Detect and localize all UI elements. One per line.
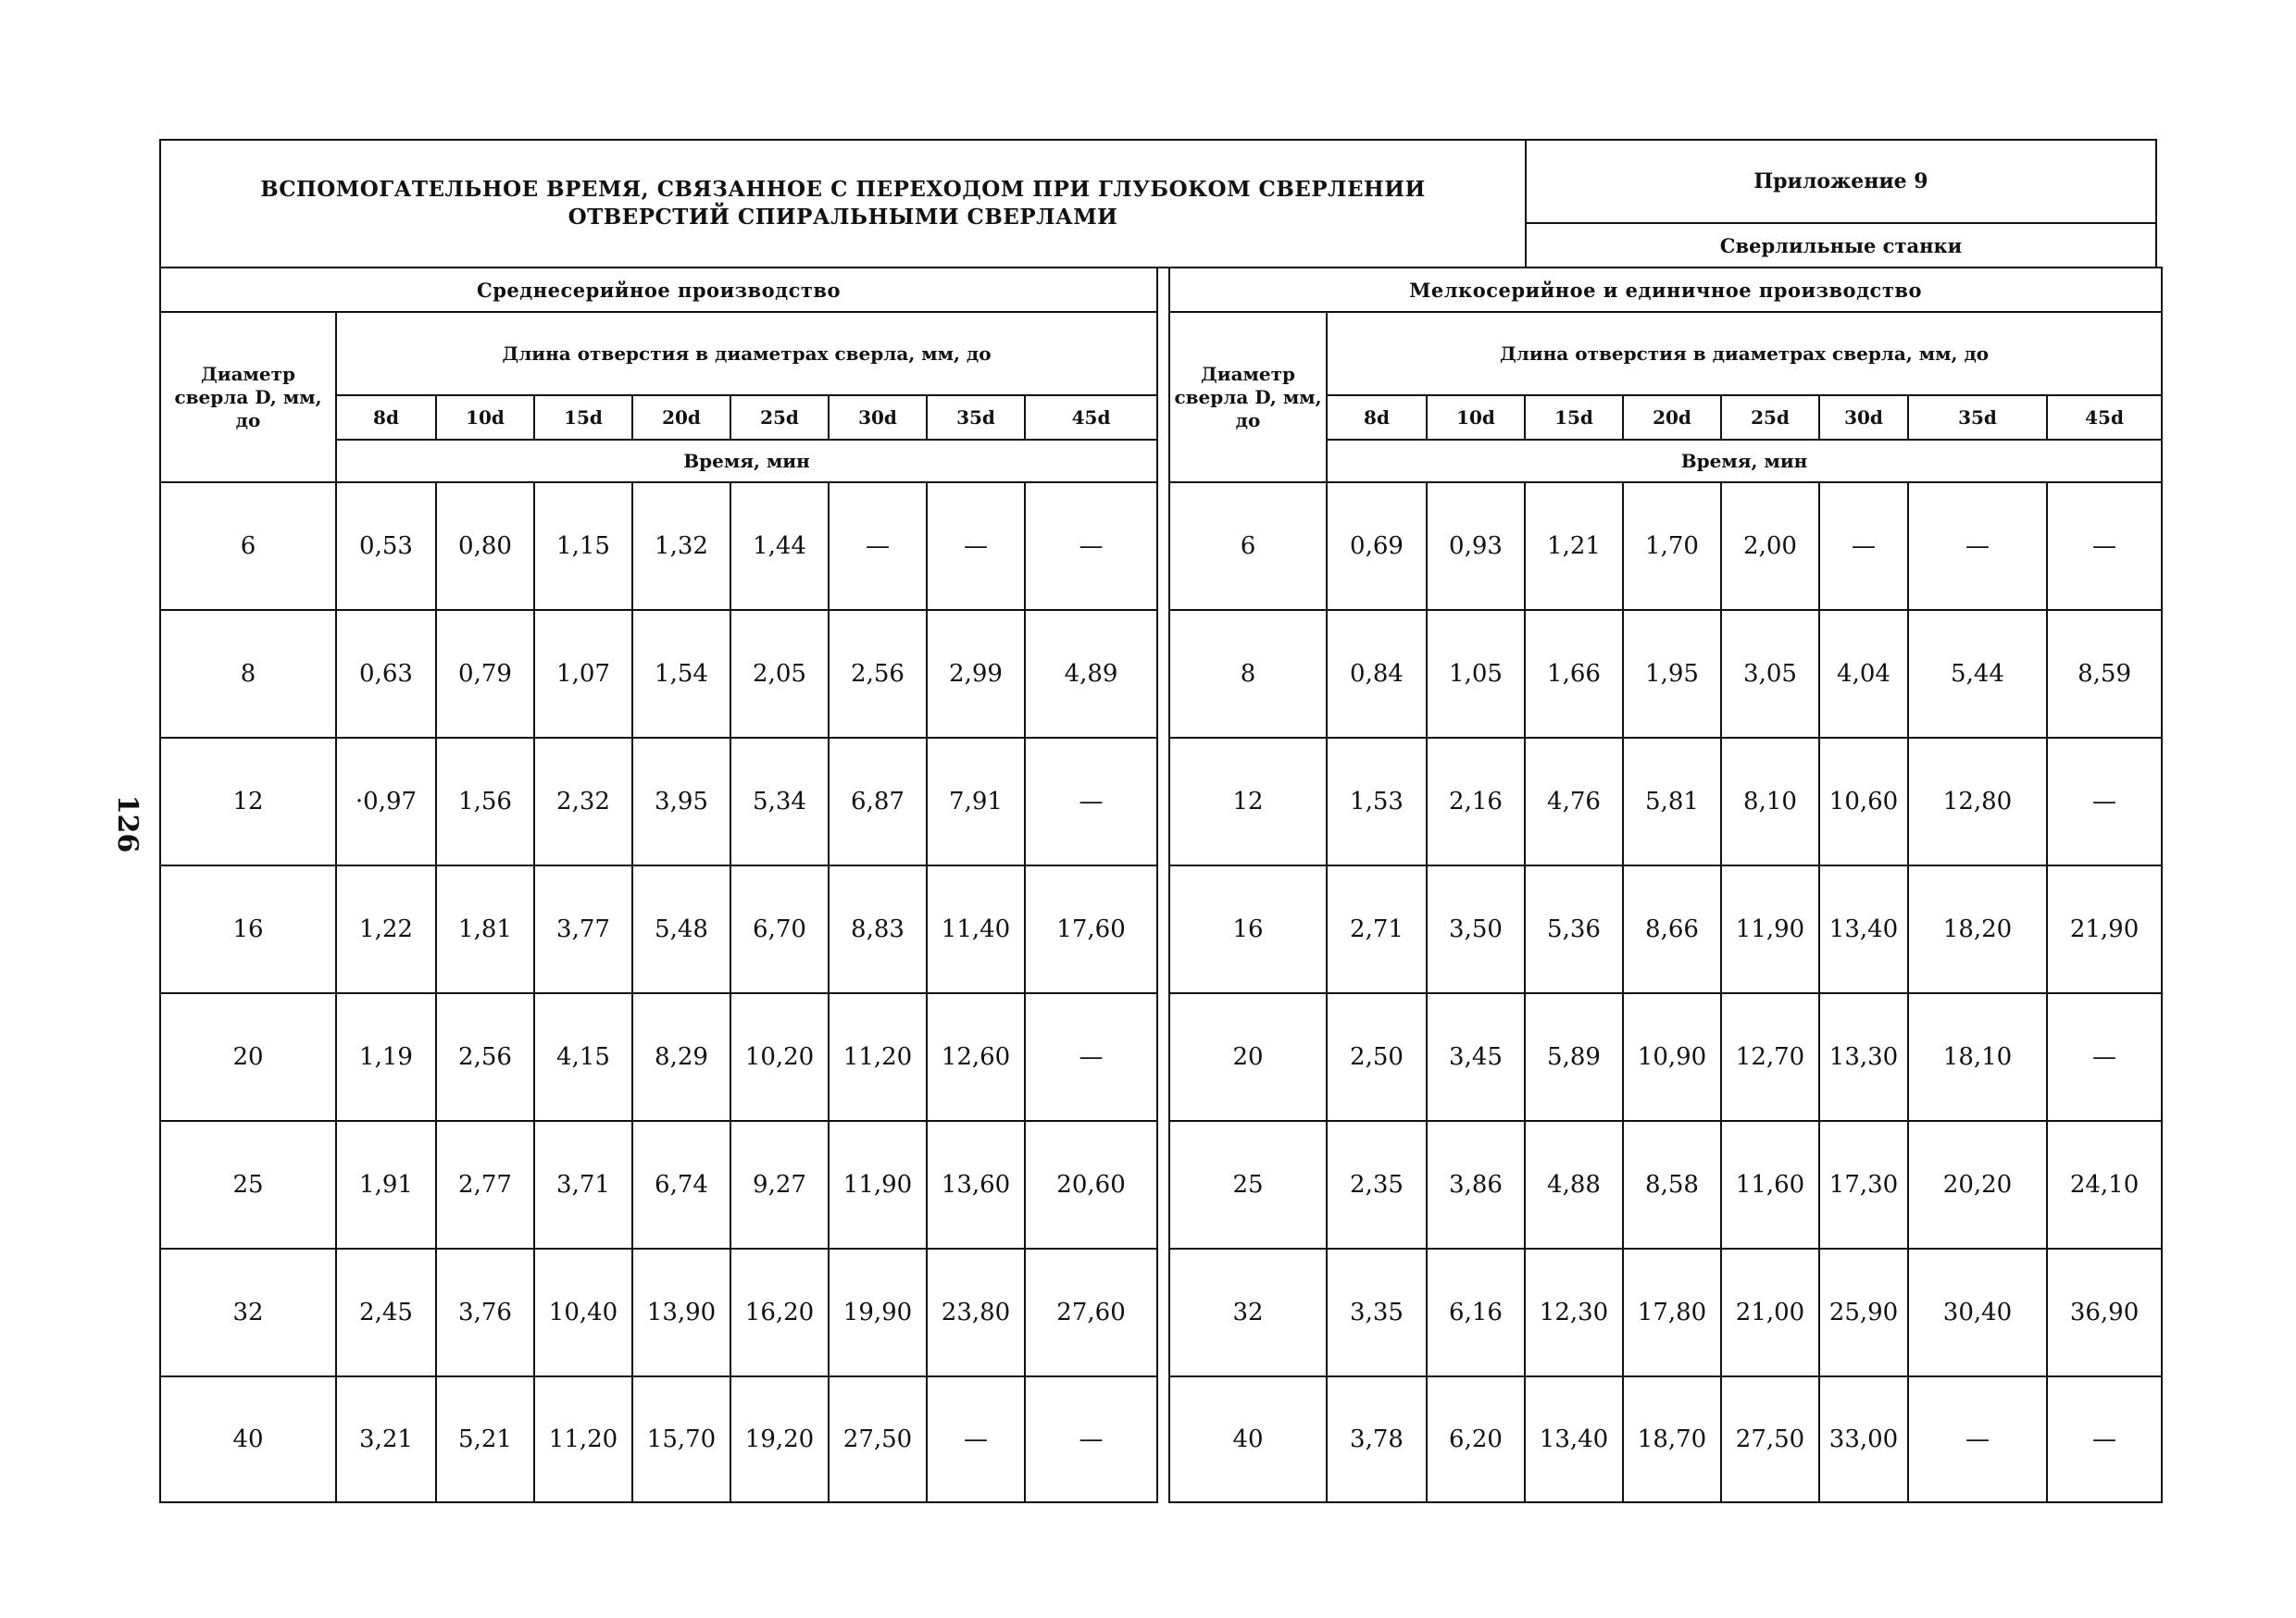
value-cell: — — [1908, 1376, 2047, 1502]
table-row — [1169, 610, 2162, 738]
title-text: ВСПОМОГАТЕЛЬНОЕ ВРЕМЯ, СВЯЗАННОЕ С ПЕРЕХОДОМ ПРИ ГЛУБОКОМ СВЕРЛЕНИИ ОТВЕРСТИЙ СПИРАЛЬНЫМИ СВЕРЛАМИ — [260, 177, 1426, 230]
value-cell: 2,00 — [1721, 482, 1819, 610]
diameter-cell: 16 — [160, 865, 336, 993]
table-row — [160, 610, 1157, 738]
value-cell: 1,53 — [1327, 738, 1427, 865]
value-cell: 15,70 — [632, 1376, 730, 1502]
value-cell: 11,40 — [927, 865, 1025, 993]
table-row — [160, 1376, 1157, 1502]
value-cell: 6,70 — [730, 865, 829, 993]
diameter-cell: 8 — [1169, 610, 1327, 738]
value-cell: 8,10 — [1721, 738, 1819, 865]
diameter-cell: 20 — [160, 993, 336, 1121]
value-cell: 4,04 — [1819, 610, 1908, 738]
value-cell: 13,60 — [927, 1121, 1025, 1249]
diameter-cell: 8 — [160, 610, 336, 738]
value-cell: 1,07 — [534, 610, 632, 738]
value-cell: 5,36 — [1525, 865, 1623, 993]
value-cell: 1,19 — [336, 993, 436, 1121]
section-header: Мелкосерийное и единичное производство — [1169, 268, 2162, 312]
page-number: 126 — [111, 794, 144, 853]
value-cell: 2,50 — [1327, 993, 1427, 1121]
diameter-header: Диаметр сверла D, мм, до — [160, 312, 336, 482]
value-cell: 11,90 — [829, 1121, 927, 1249]
value-cell: 6,16 — [1427, 1249, 1525, 1376]
value-cell: 1,21 — [1525, 482, 1623, 610]
diameter-cell: 32 — [1169, 1249, 1327, 1376]
value-cell: 1,95 — [1623, 610, 1721, 738]
value-cell: 4,89 — [1025, 610, 1157, 738]
value-cell: 27,60 — [1025, 1249, 1157, 1376]
value-cell: 6,74 — [632, 1121, 730, 1249]
value-cell: 0,93 — [1427, 482, 1525, 610]
value-cell: — — [2047, 1376, 2162, 1502]
value-cell: 2,56 — [436, 993, 534, 1121]
value-cell: 2,45 — [336, 1249, 436, 1376]
diameter-cell: 20 — [1169, 993, 1327, 1121]
value-cell: 16,20 — [730, 1249, 829, 1376]
column-header: 20d — [1623, 395, 1721, 440]
diameter-cell: 25 — [1169, 1121, 1327, 1249]
value-cell: — — [1025, 1376, 1157, 1502]
table-row — [160, 1121, 1157, 1249]
value-cell: 1,91 — [336, 1121, 436, 1249]
value-cell: 5,48 — [632, 865, 730, 993]
value-cell: 27,50 — [1721, 1376, 1819, 1502]
value-cell: 13,40 — [1525, 1376, 1623, 1502]
column-header: 15d — [1525, 395, 1623, 440]
value-cell: 19,90 — [829, 1249, 927, 1376]
diameter-cell: 12 — [1169, 738, 1327, 865]
time-header: Время, мин — [1327, 440, 2162, 482]
value-cell: 3,95 — [632, 738, 730, 865]
diameter-cell: 40 — [160, 1376, 336, 1502]
value-cell: 24,10 — [2047, 1121, 2162, 1249]
value-cell: 13,90 — [632, 1249, 730, 1376]
column-header: 30d — [1819, 395, 1908, 440]
value-cell: 1,15 — [534, 482, 632, 610]
diameter-cell: 12 — [160, 738, 336, 865]
appendix-label: Приложение 9 — [1525, 139, 2157, 224]
table-title — [159, 139, 1525, 268]
value-cell: 1,56 — [436, 738, 534, 865]
diameter-cell: 6 — [160, 482, 336, 610]
value-cell: — — [1025, 738, 1157, 865]
value-cell: 3,45 — [1427, 993, 1525, 1121]
value-cell: — — [829, 482, 927, 610]
section-header: Среднесерийное производство — [160, 268, 1157, 312]
value-cell: 6,87 — [829, 738, 927, 865]
table-row — [160, 993, 1157, 1121]
value-cell: 2,35 — [1327, 1121, 1427, 1249]
value-cell: 1,44 — [730, 482, 829, 610]
medium-series-table — [159, 267, 1158, 1503]
value-cell: 17,30 — [1819, 1121, 1908, 1249]
value-cell: 3,05 — [1721, 610, 1819, 738]
value-cell: 18,10 — [1908, 993, 2047, 1121]
value-cell: — — [1908, 482, 2047, 610]
value-cell: 33,00 — [1819, 1376, 1908, 1502]
value-cell: — — [1025, 482, 1157, 610]
value-cell: 6,20 — [1427, 1376, 1525, 1502]
value-cell: 1,70 — [1623, 482, 1721, 610]
value-cell: 1,22 — [336, 865, 436, 993]
value-cell: 4,15 — [534, 993, 632, 1121]
column-header: 25d — [1721, 395, 1819, 440]
value-cell: 8,83 — [829, 865, 927, 993]
column-header: 8d — [1327, 395, 1427, 440]
table-row — [160, 482, 1157, 610]
diameter-cell: 32 — [160, 1249, 336, 1376]
value-cell: — — [2047, 993, 2162, 1121]
value-cell: 8,66 — [1623, 865, 1721, 993]
value-cell: 0,79 — [436, 610, 534, 738]
value-cell: 10,60 — [1819, 738, 1908, 865]
value-cell: 18,20 — [1908, 865, 2047, 993]
value-cell: 2,56 — [829, 610, 927, 738]
value-cell: 23,80 — [927, 1249, 1025, 1376]
value-cell: 17,80 — [1623, 1249, 1721, 1376]
value-cell: — — [2047, 482, 2162, 610]
value-cell: 12,80 — [1908, 738, 2047, 865]
table-row — [1169, 1376, 2162, 1502]
value-cell: 5,44 — [1908, 610, 2047, 738]
value-cell: 2,77 — [436, 1121, 534, 1249]
value-cell: 2,05 — [730, 610, 829, 738]
value-cell: 5,81 — [1623, 738, 1721, 865]
value-cell: 11,90 — [1721, 865, 1819, 993]
column-header: 30d — [829, 395, 927, 440]
value-cell: 21,90 — [2047, 865, 2162, 993]
value-cell: 1,05 — [1427, 610, 1525, 738]
value-cell: 19,20 — [730, 1376, 829, 1502]
value-cell: 1,54 — [632, 610, 730, 738]
value-cell: 25,90 — [1819, 1249, 1908, 1376]
value-cell: 2,71 — [1327, 865, 1427, 993]
value-cell: 30,40 — [1908, 1249, 2047, 1376]
value-cell: 3,21 — [336, 1376, 436, 1502]
value-cell: 3,35 — [1327, 1249, 1427, 1376]
column-header: 35d — [1908, 395, 2047, 440]
value-cell: 2,32 — [534, 738, 632, 865]
table-row — [1169, 1249, 2162, 1376]
value-cell: 2,99 — [927, 610, 1025, 738]
value-cell: 11,20 — [534, 1376, 632, 1502]
value-cell: ·0,97 — [336, 738, 436, 865]
value-cell: 3,76 — [436, 1249, 534, 1376]
value-cell: — — [927, 482, 1025, 610]
value-cell: 3,86 — [1427, 1121, 1525, 1249]
value-cell: 7,91 — [927, 738, 1025, 865]
value-cell: 21,00 — [1721, 1249, 1819, 1376]
value-cell: 0,63 — [336, 610, 436, 738]
value-cell: 5,21 — [436, 1376, 534, 1502]
table-row — [1169, 865, 2162, 993]
length-header: Длина отверстия в диаметрах сверла, мм, до — [336, 312, 1157, 395]
value-cell: 12,30 — [1525, 1249, 1623, 1376]
value-cell: 12,60 — [927, 993, 1025, 1121]
value-cell: 0,69 — [1327, 482, 1427, 610]
value-cell: 4,76 — [1525, 738, 1623, 865]
value-cell: 0,84 — [1327, 610, 1427, 738]
column-header: 45d — [1025, 395, 1157, 440]
value-cell: 10,90 — [1623, 993, 1721, 1121]
machine-type-label: Сверлильные станки — [1525, 222, 2157, 268]
value-cell: — — [1025, 993, 1157, 1121]
value-cell: 3,77 — [534, 865, 632, 993]
value-cell: 3,71 — [534, 1121, 632, 1249]
value-cell: 11,60 — [1721, 1121, 1819, 1249]
table-row — [160, 865, 1157, 993]
column-header: 15d — [534, 395, 632, 440]
value-cell: 5,34 — [730, 738, 829, 865]
value-cell: — — [927, 1376, 1025, 1502]
column-header: 45d — [2047, 395, 2162, 440]
diameter-cell: 16 — [1169, 865, 1327, 993]
value-cell: 13,40 — [1819, 865, 1908, 993]
value-cell: 36,90 — [2047, 1249, 2162, 1376]
value-cell: 1,32 — [632, 482, 730, 610]
value-cell: 3,50 — [1427, 865, 1525, 993]
value-cell: 13,30 — [1819, 993, 1908, 1121]
value-cell: 3,78 — [1327, 1376, 1427, 1502]
value-cell: 20,20 — [1908, 1121, 2047, 1249]
column-header: 10d — [436, 395, 534, 440]
value-cell: — — [1819, 482, 1908, 610]
small-series-table — [1168, 267, 2163, 1503]
value-cell: 0,80 — [436, 482, 534, 610]
table-row — [1169, 1121, 2162, 1249]
value-cell: 11,20 — [829, 993, 927, 1121]
value-cell: — — [2047, 738, 2162, 865]
value-cell: 10,20 — [730, 993, 829, 1121]
diameter-header: Диаметр сверла D, мм, до — [1169, 312, 1327, 482]
value-cell: 1,81 — [436, 865, 534, 993]
column-header: 8d — [336, 395, 436, 440]
column-header: 10d — [1427, 395, 1525, 440]
value-cell: 10,40 — [534, 1249, 632, 1376]
value-cell: 17,60 — [1025, 865, 1157, 993]
diameter-cell: 40 — [1169, 1376, 1327, 1502]
value-cell: 8,58 — [1623, 1121, 1721, 1249]
diameter-cell: 6 — [1169, 482, 1327, 610]
value-cell: 20,60 — [1025, 1121, 1157, 1249]
table-row — [1169, 738, 2162, 865]
time-header: Время, мин — [336, 440, 1157, 482]
value-cell: 4,88 — [1525, 1121, 1623, 1249]
value-cell: 0,53 — [336, 482, 436, 610]
table-row — [1169, 482, 2162, 610]
column-header: 20d — [632, 395, 730, 440]
value-cell: 8,29 — [632, 993, 730, 1121]
table-row — [160, 738, 1157, 865]
diameter-cell: 25 — [160, 1121, 336, 1249]
value-cell: 18,70 — [1623, 1376, 1721, 1502]
value-cell: 27,50 — [829, 1376, 927, 1502]
table-row — [160, 1249, 1157, 1376]
value-cell: 8,59 — [2047, 610, 2162, 738]
value-cell: 9,27 — [730, 1121, 829, 1249]
value-cell: 5,89 — [1525, 993, 1623, 1121]
table-row — [1169, 993, 2162, 1121]
value-cell: 1,66 — [1525, 610, 1623, 738]
value-cell: 2,16 — [1427, 738, 1525, 865]
value-cell: 12,70 — [1721, 993, 1819, 1121]
column-header: 25d — [730, 395, 829, 440]
column-header: 35d — [927, 395, 1025, 440]
length-header: Длина отверстия в диаметрах сверла, мм, до — [1327, 312, 2162, 395]
